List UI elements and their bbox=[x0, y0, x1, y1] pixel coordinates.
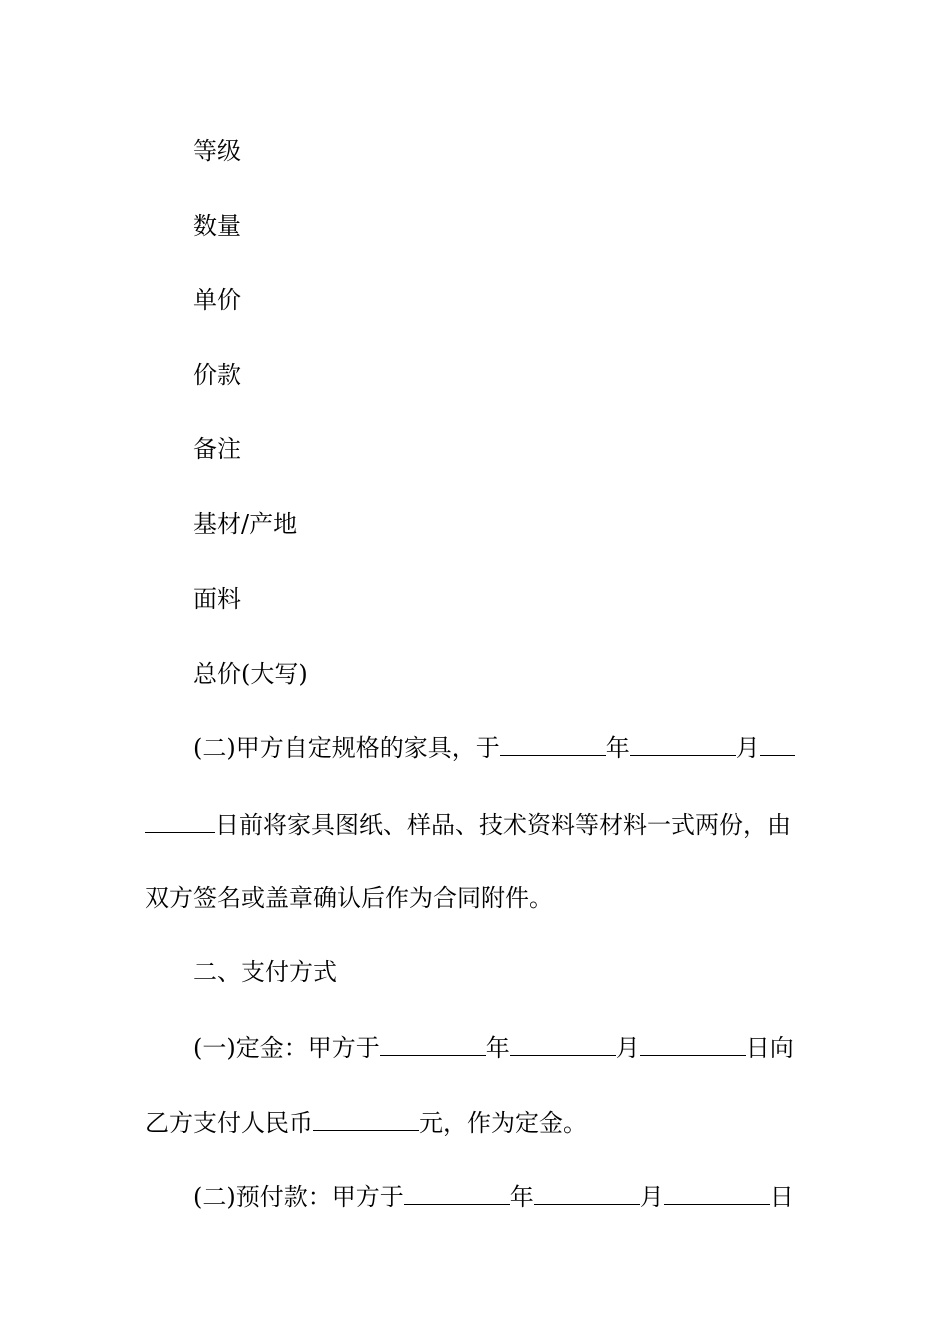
deposit-year-label: 年 bbox=[485, 1034, 510, 1062]
prepay-day-label: 日 bbox=[769, 1183, 794, 1211]
deposit-text-1: (一)定金：甲方于 bbox=[193, 1034, 380, 1062]
blank-deposit-month bbox=[510, 1033, 616, 1056]
blank-day-end bbox=[145, 810, 215, 833]
clause-custom-text-2: 日前将家具图纸、样品、技术资料等材料一式两份，由 bbox=[215, 811, 791, 839]
item-remarks: 备注 bbox=[193, 435, 241, 463]
item-unit-price: 单价 bbox=[193, 286, 241, 314]
clause-custom-line-1 bbox=[0, 732, 950, 764]
section-heading-payment: 二、支付方式 bbox=[193, 958, 337, 986]
prepay-month-label: 月 bbox=[639, 1183, 664, 1211]
deposit-day-label: 日向 bbox=[745, 1034, 794, 1062]
clause-custom-text-1: (二)甲方自定规格的家具，于 bbox=[193, 734, 500, 762]
blank-prepay-year bbox=[404, 1182, 510, 1205]
deposit-line-2 bbox=[0, 1107, 950, 1139]
item-material-origin: 基材/产地 bbox=[193, 510, 298, 538]
blank-prepay-month bbox=[534, 1182, 640, 1205]
blank-month bbox=[630, 733, 736, 756]
month-label: 月 bbox=[735, 734, 760, 762]
item-amount: 价款 bbox=[193, 361, 241, 389]
clause-custom-line-3: 双方签名或盖章确认后作为合同附件。 bbox=[145, 884, 553, 912]
blank-prepay-day bbox=[664, 1182, 770, 1205]
item-grade: 等级 bbox=[193, 137, 241, 165]
blank-day-start bbox=[760, 733, 795, 756]
blank-deposit-amount bbox=[313, 1108, 419, 1131]
blank-year bbox=[500, 733, 606, 756]
clause-custom-line-2 bbox=[0, 809, 950, 841]
item-fabric: 面料 bbox=[193, 585, 241, 613]
deposit-text-3: 元，作为定金。 bbox=[419, 1109, 587, 1137]
blank-deposit-day bbox=[640, 1033, 746, 1056]
prepay-year-label: 年 bbox=[509, 1183, 534, 1211]
deposit-line-1 bbox=[0, 1032, 950, 1064]
deposit-month-label: 月 bbox=[615, 1034, 640, 1062]
blank-deposit-year bbox=[380, 1033, 486, 1056]
prepay-text-1: (二)预付款：甲方于 bbox=[193, 1183, 404, 1211]
item-quantity: 数量 bbox=[193, 212, 241, 240]
item-total-price: 总价(大写) bbox=[193, 660, 308, 688]
prepayment-line-1 bbox=[0, 1181, 950, 1213]
year-label: 年 bbox=[605, 734, 630, 762]
deposit-text-2: 乙方支付人民币 bbox=[145, 1109, 313, 1137]
